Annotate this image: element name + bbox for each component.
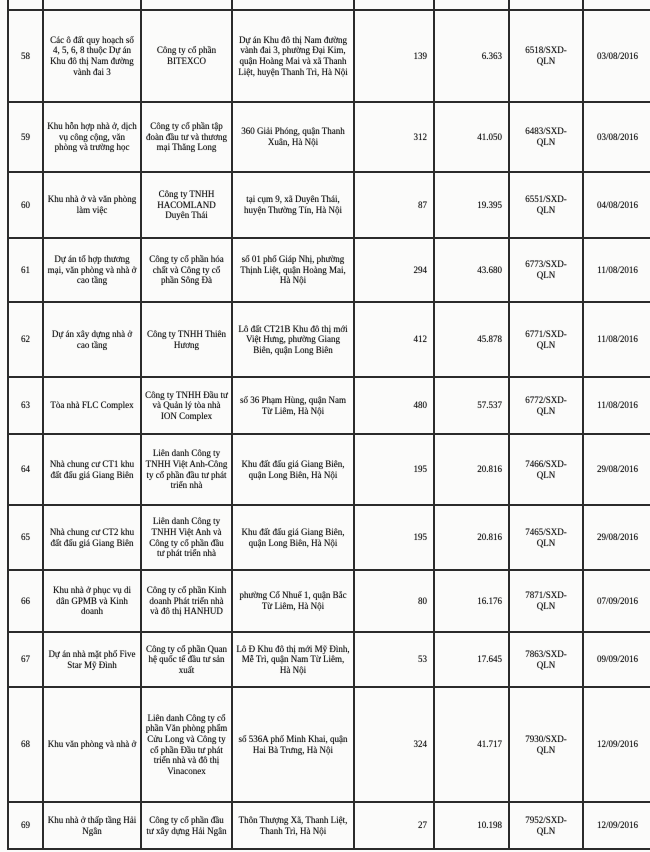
area-value-cell: 20.816 — [434, 434, 509, 505]
document-date-cell: 12/09/2016 — [583, 687, 650, 802]
project-name-cell: Dự án tổ hợp thương mại, văn phòng và nhà ở cao tầng — [43, 238, 141, 302]
document-number-cell: 7466/SXD-QLN — [509, 434, 583, 505]
unit-count-cell: 139 — [354, 10, 434, 102]
projects-table — [7, 9, 650, 850]
unit-count-cell: 312 — [354, 102, 434, 172]
table-row — [8, 102, 650, 172]
document-number-cell: 7930/SXD-QLN — [509, 687, 583, 802]
row-number-cell: 68 — [8, 687, 43, 802]
row-number-cell: 63 — [8, 377, 43, 434]
unit-count-cell: 195 — [354, 505, 434, 570]
row-number-cell: 64 — [8, 434, 43, 505]
project-address-cell: Khu đất đấu giá Giang Biên, quận Long Biên, Hà Nội — [232, 434, 354, 505]
document-number-cell: 6771/SXD-QLN — [509, 302, 583, 377]
project-address-cell: Thôn Thượng Xã, Thanh Liệt, Thanh Trì, Hà Nội — [232, 802, 354, 849]
project-name-cell: Khu nhà ở phục vụ di dân GPMB và Kinh doanh — [43, 570, 141, 632]
row-number-cell: 58 — [8, 10, 43, 102]
project-name-cell: Khu nhà ở thấp tầng Hải Ngân — [43, 802, 141, 849]
investor-company-cell: Liên danh Công ty cổ phần Văn phòng phẩm Cửu Long và Công ty cổ phần Đầu tư phát triển nhà và đô thị Vinaconex — [141, 687, 232, 802]
table-row — [8, 172, 650, 238]
document-date-cell: 29/08/2016 — [583, 434, 650, 505]
investor-company-cell: Công ty cổ phần đầu tư xây dựng Hải Ngân — [141, 802, 232, 849]
project-name-cell: Khu hỗn hợp nhà ở, dịch vụ công cộng, văn phòng và trường học — [43, 102, 141, 172]
investor-company-cell: Liên danh Công ty TNHH Việt Anh-Công ty cổ phần đầu tư phát triển nhà — [141, 434, 232, 505]
document-date-cell: 29/08/2016 — [583, 505, 650, 570]
area-value-cell: 17.645 — [434, 632, 509, 687]
row-number-cell: 69 — [8, 802, 43, 849]
project-address-cell: số 36 Phạm Hùng, quận Nam Từ Liêm, Hà Nội — [232, 377, 354, 434]
document-number-cell: 6551/SXD-QLN — [509, 172, 583, 238]
area-value-cell: 57.537 — [434, 377, 509, 434]
project-address-cell: số 536A phố Minh Khai, quận Hai Bà Trưng, Hà Nội — [232, 687, 354, 802]
area-value-cell: 41.050 — [434, 102, 509, 172]
project-address-cell: Lô Đ Khu đô thị mới Mỹ Đình, Mễ Trì, quận Nam Từ Liêm, Hà Nội — [232, 632, 354, 687]
document-date-cell: 11/08/2016 — [583, 238, 650, 302]
table-row — [8, 570, 650, 632]
area-value-cell: 19.395 — [434, 172, 509, 238]
project-address-cell: số 01 phố Giáp Nhị, phường Thịnh Liệt, quận Hoàng Mai, Hà Nội — [232, 238, 354, 302]
row-number-cell: 65 — [8, 505, 43, 570]
document-date-cell: 12/09/2016 — [583, 802, 650, 849]
unit-count-cell: 27 — [354, 802, 434, 849]
project-address-cell: phường Cổ Nhuế 1, quận Bắc Từ Liêm, Hà Nội — [232, 570, 354, 632]
row-number-cell: 60 — [8, 172, 43, 238]
project-address-cell: 360 Giải Phóng, quận Thanh Xuân, Hà Nội — [232, 102, 354, 172]
unit-count-cell: 324 — [354, 687, 434, 802]
unit-count-cell: 87 — [354, 172, 434, 238]
project-address-cell: tại cụm 9, xã Duyên Thái, huyện Thường Tín, Hà Nội — [232, 172, 354, 238]
investor-company-cell: Liên danh Công ty TNHH Việt Anh và Công ty cổ phần đầu tư phát triển nhà — [141, 505, 232, 570]
project-name-cell: Nhà chung cư CT2 khu đất đấu giá Giang Biên — [43, 505, 141, 570]
document-date-cell: 11/08/2016 — [583, 377, 650, 434]
area-value-cell: 41.717 — [434, 687, 509, 802]
project-name-cell: Dự án nhà mặt phố Five Star Mỹ Đình — [43, 632, 141, 687]
investor-company-cell: Công ty cổ phần Quan hệ quốc tế đầu tư sản xuất — [141, 632, 232, 687]
project-address-cell: Dự án Khu đô thị Nam đường vành đai 3, phường Đại Kim, quận Hoàng Mai và xã Thanh Liệt, huyện Thanh Trì, Hà Nội — [232, 10, 354, 102]
investor-company-cell: Công ty cổ phần Kinh doanh Phát triển nhà và đô thị HANHUD — [141, 570, 232, 632]
project-name-cell: Các ô đất quy hoạch số 4, 5, 6, 8 thuộc Dự án Khu đô thị Nam đường vành đai 3 — [43, 10, 141, 102]
document-number-cell: 6773/SXD-QLN — [509, 238, 583, 302]
investor-company-cell: Công ty cổ phần tập đoàn đầu tư và thương mại Thăng Long — [141, 102, 232, 172]
investor-company-cell: Công ty cổ phần BITEXCO — [141, 10, 232, 102]
document-date-cell: 04/08/2016 — [583, 172, 650, 238]
area-value-cell: 43.680 — [434, 238, 509, 302]
table-row — [8, 802, 650, 849]
project-address-cell: Lô đất CT21B Khu đô thị mới Việt Hưng, phường Giang Biên, quận Long Biên — [232, 302, 354, 377]
area-value-cell: 20.816 — [434, 505, 509, 570]
table-row — [8, 505, 650, 570]
document-number-cell: 7465/SXD-QLN — [509, 505, 583, 570]
table-row — [8, 434, 650, 505]
project-name-cell: Tòa nhà FLC Complex — [43, 377, 141, 434]
document-number-cell: 7952/SXD-QLN — [509, 802, 583, 849]
project-name-cell: Nhà chung cư CT1 khu đất đấu giá Giang Biên — [43, 434, 141, 505]
area-value-cell: 45.878 — [434, 302, 509, 377]
investor-company-cell: Công ty TNHH Thiên Hương — [141, 302, 232, 377]
table-row — [8, 632, 650, 687]
document-number-cell: 6518/SXD-QLN — [509, 10, 583, 102]
document-date-cell: 03/08/2016 — [583, 10, 650, 102]
unit-count-cell: 53 — [354, 632, 434, 687]
document-date-cell: 11/08/2016 — [583, 302, 650, 377]
project-name-cell: Khu văn phòng và nhà ở — [43, 687, 141, 802]
investor-company-cell: Công ty TNHH HACOMLAND Duyên Thái — [141, 172, 232, 238]
document-number-cell: 6772/SXD-QLN — [509, 377, 583, 434]
document-number-cell: 7871/SXD-QLN — [509, 570, 583, 632]
project-name-cell: Khu nhà ở và văn phòng làm việc — [43, 172, 141, 238]
row-number-cell: 61 — [8, 238, 43, 302]
area-value-cell: 6.363 — [434, 10, 509, 102]
document-number-cell: 6483/SXD-QLN — [509, 102, 583, 172]
table-row — [8, 302, 650, 377]
unit-count-cell: 480 — [354, 377, 434, 434]
project-name-cell: Dự án xây dựng nhà ở cao tầng — [43, 302, 141, 377]
row-number-cell: 59 — [8, 102, 43, 172]
document-date-cell: 03/08/2016 — [583, 102, 650, 172]
area-value-cell: 10.198 — [434, 802, 509, 849]
table-row — [8, 687, 650, 802]
row-number-cell: 67 — [8, 632, 43, 687]
investor-company-cell: Công ty TNHH Đầu tư và Quản lý tòa nhà ION Complex — [141, 377, 232, 434]
investor-company-cell: Công ty cổ phần hóa chất và Công ty cổ phần Sông Đà — [141, 238, 232, 302]
project-address-cell: Khu đất đấu giá Giang Biên, quận Long Biên, Hà Nội — [232, 505, 354, 570]
table-row — [8, 238, 650, 302]
unit-count-cell: 80 — [354, 570, 434, 632]
table-row — [8, 10, 650, 102]
row-number-cell: 66 — [8, 570, 43, 632]
unit-count-cell: 412 — [354, 302, 434, 377]
document-date-cell: 07/09/2016 — [583, 570, 650, 632]
area-value-cell: 16.176 — [434, 570, 509, 632]
row-number-cell: 62 — [8, 302, 43, 377]
document-date-cell: 09/09/2016 — [583, 632, 650, 687]
unit-count-cell: 294 — [354, 238, 434, 302]
table-row — [8, 377, 650, 434]
unit-count-cell: 195 — [354, 434, 434, 505]
document-number-cell: 7863/SXD-QLN — [509, 632, 583, 687]
